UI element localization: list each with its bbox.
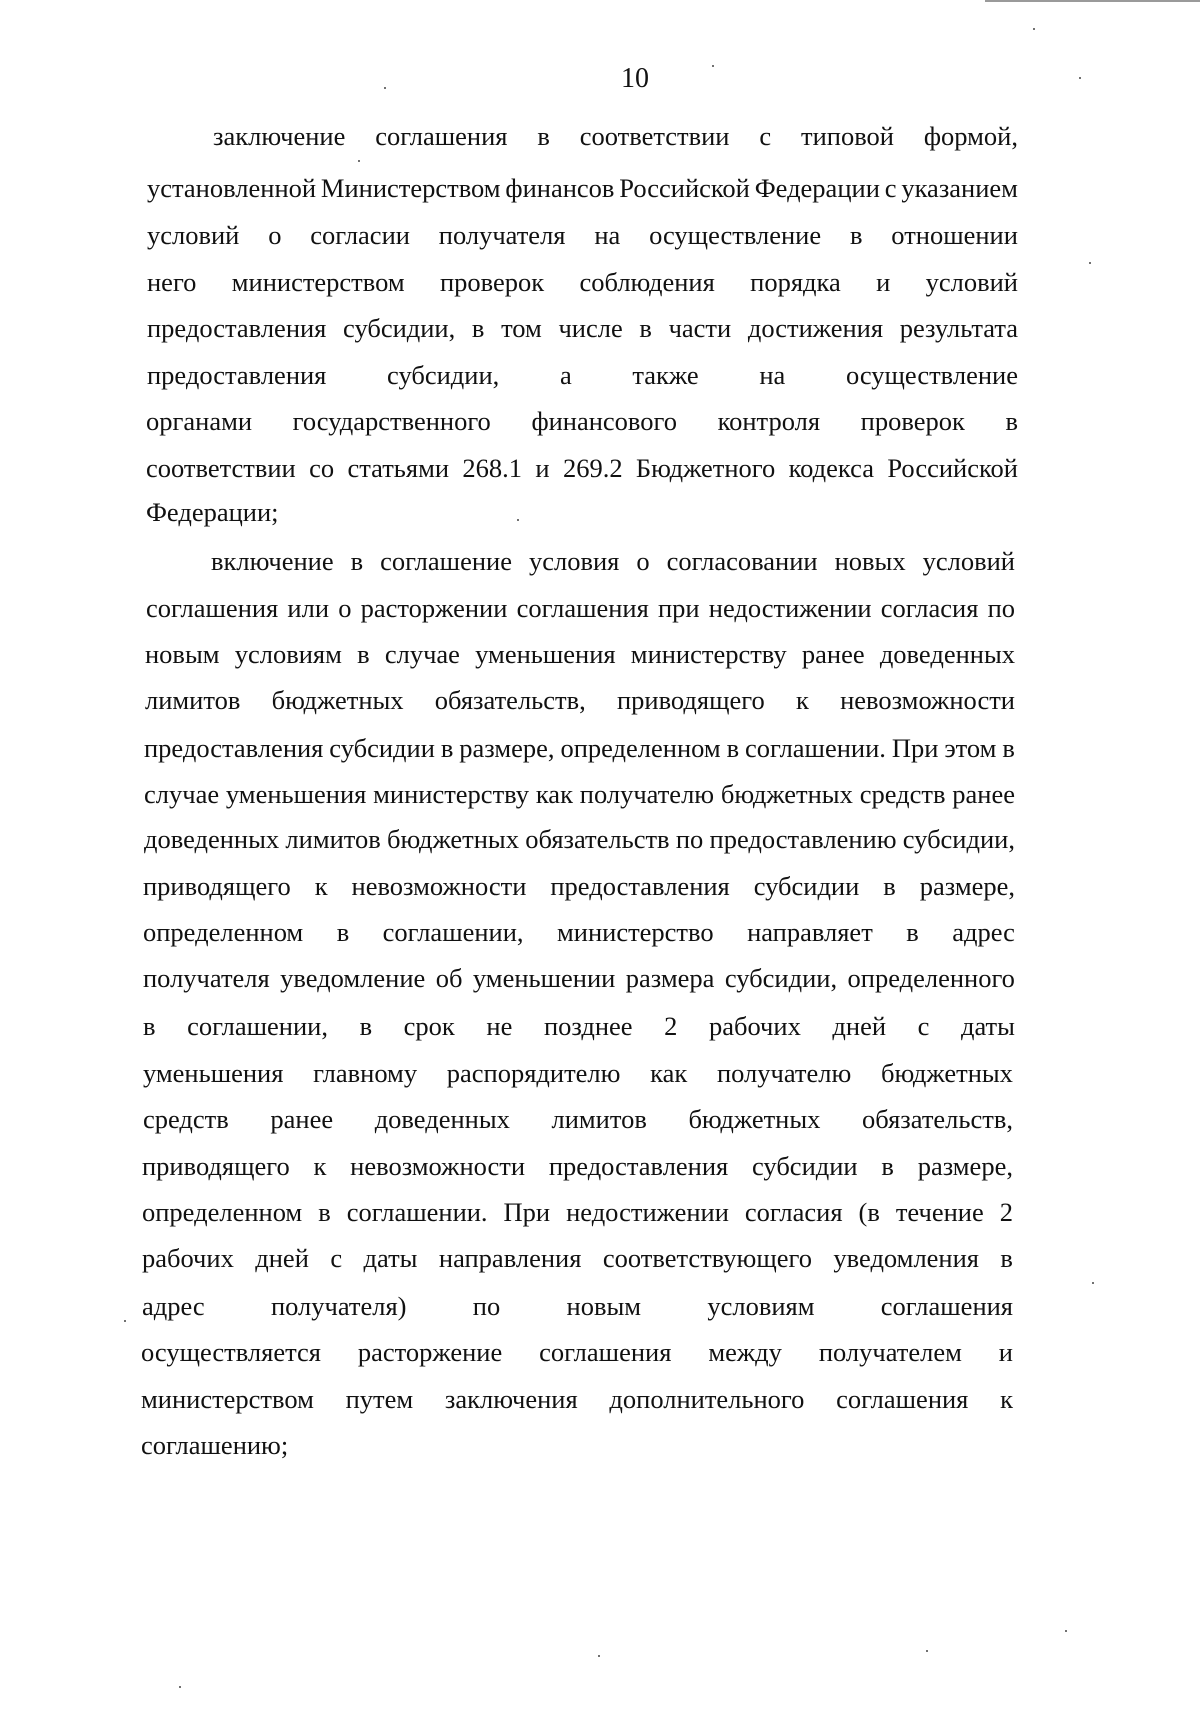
word: о	[268, 220, 282, 250]
scan-speck	[1079, 77, 1081, 79]
word: субсидии	[752, 1151, 858, 1181]
word: в	[1005, 406, 1018, 436]
word: финансового	[531, 406, 677, 436]
scan-speck	[1089, 262, 1091, 264]
word: к	[795, 685, 809, 715]
word: со	[309, 453, 335, 483]
word: размере,	[459, 733, 555, 763]
word: том	[501, 313, 542, 343]
word: соответствующего	[602, 1243, 812, 1273]
word: расторжении	[360, 593, 508, 623]
word: к	[313, 1151, 327, 1181]
word: к	[1000, 1384, 1013, 1414]
word: министерством	[231, 267, 405, 297]
word: соглашении,	[187, 1011, 328, 1041]
word: в	[336, 917, 350, 947]
word: получателю	[579, 779, 715, 809]
word: При	[891, 733, 939, 763]
word: дополнительного	[609, 1384, 805, 1414]
text-line	[146, 592, 1015, 624]
word: заключение	[213, 121, 346, 151]
word: даты	[363, 1243, 418, 1273]
text-line	[213, 120, 1018, 152]
word: о	[636, 546, 650, 576]
text-line	[147, 266, 1018, 298]
text-line	[142, 1290, 1013, 1322]
word: осуществление	[845, 360, 1018, 390]
word: предоставления	[550, 871, 730, 901]
word: новых	[834, 546, 906, 576]
word: с	[330, 1243, 343, 1273]
word: в	[1002, 733, 1015, 763]
word: отношении	[891, 220, 1018, 250]
word: условий	[147, 220, 240, 250]
word: осуществление	[649, 220, 822, 250]
word: 268.1	[462, 453, 523, 483]
text-line	[141, 1383, 1013, 1415]
word: получателя)	[270, 1291, 407, 1321]
word: числе	[558, 313, 623, 343]
text-line	[147, 312, 1018, 344]
word: также	[632, 360, 699, 390]
word: уменьшения	[143, 1058, 284, 1088]
word: соответствии	[579, 121, 730, 151]
word: уменьшении	[472, 963, 616, 993]
word: министерству	[373, 779, 530, 809]
text-line	[141, 1429, 1013, 1461]
word: лимитов	[285, 824, 381, 854]
word: приводящего	[143, 871, 291, 901]
word: новым	[145, 639, 220, 669]
word: по	[987, 593, 1015, 623]
word: расторжение	[357, 1337, 503, 1367]
word: в	[537, 121, 550, 151]
word: на	[594, 220, 621, 250]
word: министерству	[630, 639, 787, 669]
text-line	[211, 545, 1015, 577]
word: этом	[944, 733, 997, 763]
word: типовой	[801, 121, 894, 151]
word: не	[486, 1011, 513, 1041]
scan-speck	[384, 87, 386, 89]
word: с	[917, 1011, 930, 1041]
word: направляет	[747, 917, 873, 947]
word: проверок	[860, 406, 965, 436]
word: при	[657, 593, 700, 623]
word: доведенных	[879, 639, 1015, 669]
scan-speck	[1033, 28, 1035, 30]
word: о	[338, 593, 352, 623]
word: в	[440, 733, 454, 763]
text-line	[143, 916, 1015, 948]
word: обязательств,	[862, 1104, 1013, 1134]
text-line	[143, 870, 1015, 902]
word: по	[472, 1291, 501, 1321]
word: порядка	[750, 267, 841, 297]
word: определенного	[847, 963, 1015, 993]
word: и	[535, 453, 550, 483]
text-line	[145, 638, 1015, 670]
text-line	[145, 684, 1015, 716]
word: в	[849, 220, 863, 250]
word: условий	[922, 546, 1015, 576]
word: получателем	[818, 1337, 962, 1367]
word: (в	[858, 1197, 880, 1227]
word: соглашения	[880, 1291, 1013, 1321]
word: субсидии,	[902, 824, 1015, 854]
word: субсидии	[753, 871, 860, 901]
word: получателю	[716, 1058, 852, 1088]
text-line	[143, 1057, 1013, 1089]
word: Федерации;	[146, 497, 279, 527]
word: случае	[384, 639, 460, 669]
word: к	[314, 871, 328, 901]
word: Бюджетного	[635, 453, 776, 483]
text-line	[143, 962, 1015, 994]
word: соглашения	[516, 593, 649, 623]
word: новым	[566, 1291, 642, 1321]
word: достижения	[747, 313, 884, 343]
word: предоставления	[144, 733, 324, 763]
word: определенном	[142, 1197, 303, 1227]
word: получателя	[143, 963, 270, 993]
word: невозможности	[350, 1151, 526, 1181]
word: размера	[625, 963, 715, 993]
word: результата	[899, 313, 1018, 343]
word: случае	[144, 779, 220, 809]
word: направления	[438, 1243, 582, 1273]
word: заключения	[444, 1384, 578, 1414]
word: дней	[832, 1011, 887, 1041]
word: уведомление	[280, 963, 426, 993]
word: адрес	[952, 917, 1015, 947]
word: в	[350, 546, 364, 576]
word: приводящего	[142, 1151, 290, 1181]
word: в	[357, 639, 370, 669]
word: бюджетных	[880, 1058, 1013, 1088]
text-line	[144, 823, 1015, 855]
word: соглашения	[836, 1384, 969, 1414]
word: или	[287, 593, 330, 623]
word: получателя	[438, 220, 566, 250]
scan-speck	[712, 65, 714, 67]
word: течение	[895, 1197, 984, 1227]
word: позднее	[543, 1011, 633, 1041]
word: уменьшения	[475, 639, 616, 669]
word: в	[883, 871, 896, 901]
word: уменьшения	[225, 779, 367, 809]
text-line	[147, 172, 1018, 204]
text-line	[147, 359, 1018, 391]
word: предоставления	[548, 1151, 729, 1181]
word: бюджетных	[720, 779, 853, 809]
word: бюджетных	[387, 824, 519, 854]
word: министерством	[141, 1384, 314, 1414]
word: согласии	[310, 220, 410, 250]
text-line	[146, 496, 1018, 528]
word: соблюдения	[579, 267, 715, 297]
text-line	[146, 405, 1018, 437]
word: министерство	[557, 917, 714, 947]
word: в	[359, 1011, 373, 1041]
word: лимитов	[145, 685, 241, 715]
word: лимитов	[551, 1104, 647, 1134]
word: обязательств	[525, 824, 670, 854]
word: бюджетных	[271, 685, 404, 715]
word: ранее	[801, 639, 865, 669]
word: бюджетных	[688, 1104, 821, 1134]
word: главному	[313, 1058, 418, 1088]
word: в	[318, 1197, 331, 1227]
word: даты	[960, 1011, 1015, 1041]
word: органами	[146, 406, 253, 436]
word: формой,	[923, 121, 1018, 151]
word: невозможности	[840, 685, 1015, 715]
scan-speck	[179, 1686, 181, 1688]
word: соглашении,	[382, 917, 524, 947]
word: размере,	[919, 871, 1015, 901]
word: в	[726, 733, 740, 763]
word: соглашении.	[745, 733, 886, 763]
word: предоставления	[147, 360, 327, 390]
text-line	[143, 1103, 1013, 1135]
word: него	[147, 267, 197, 297]
word: средств	[143, 1104, 229, 1134]
word: недостижении	[566, 1197, 729, 1227]
word: адрес	[142, 1291, 205, 1321]
word: как	[535, 779, 573, 809]
text-line	[144, 778, 1015, 810]
text-line	[147, 219, 1018, 251]
word: условий	[925, 267, 1018, 297]
word: срок	[403, 1011, 455, 1041]
text-line	[142, 1150, 1013, 1182]
word: соглашения	[539, 1337, 672, 1367]
word: согласия	[744, 1197, 843, 1227]
word: кодекса	[788, 453, 874, 483]
word: 2	[664, 1011, 678, 1041]
word: 2	[999, 1197, 1013, 1227]
scan-speck	[1065, 1630, 1067, 1632]
word: рабочих	[142, 1243, 234, 1273]
word: условиям	[234, 639, 342, 669]
word: в	[1000, 1243, 1013, 1273]
scan-speck	[358, 160, 360, 162]
word: условиям	[707, 1291, 815, 1321]
word: указанием	[901, 173, 1018, 203]
word: дней	[255, 1243, 309, 1273]
word: условия	[528, 546, 620, 576]
word: соглашения	[146, 593, 279, 623]
text-line	[143, 1010, 1015, 1042]
word: включение	[211, 546, 334, 576]
word: соглашении.	[346, 1197, 488, 1227]
word: и	[876, 267, 891, 297]
word: соглашение	[380, 546, 512, 576]
word: об	[435, 963, 463, 993]
text-line	[142, 1242, 1013, 1274]
word: субсидии,	[343, 313, 456, 343]
scan-speck	[517, 519, 519, 521]
word: соответствии	[146, 453, 296, 483]
top-edge-rule	[985, 0, 1200, 2]
word: в	[906, 917, 919, 947]
word: части	[668, 313, 732, 343]
word: путем	[345, 1384, 414, 1414]
scan-speck	[124, 1320, 126, 1322]
word: средств	[859, 779, 946, 809]
word: а	[559, 360, 572, 390]
word: субсидии,	[387, 360, 500, 390]
word: субсидии,	[724, 963, 838, 993]
word: распорядителю	[446, 1058, 621, 1088]
scan-speck	[1092, 1282, 1094, 1284]
word: согласовании	[666, 546, 818, 576]
word: невозможности	[351, 871, 527, 901]
word: предоставлению	[709, 824, 897, 854]
word: с	[759, 121, 772, 151]
word: соглашению;	[141, 1430, 289, 1460]
word: ранее	[952, 779, 1015, 809]
word: При	[503, 1197, 551, 1227]
word: определенном	[560, 733, 721, 763]
word: между	[708, 1337, 782, 1367]
word: уведомления	[833, 1243, 979, 1273]
word: Российской	[619, 173, 750, 203]
page-number: 10	[621, 63, 649, 94]
word: размере,	[917, 1151, 1013, 1181]
word: контроля	[717, 406, 821, 436]
word: проверок	[439, 267, 545, 297]
word: рабочих	[709, 1011, 801, 1041]
word: финансов	[505, 173, 615, 203]
word: как	[650, 1058, 688, 1088]
word: 269.2	[562, 453, 623, 483]
word: предоставления	[147, 313, 327, 343]
scan-speck	[926, 1650, 928, 1652]
word: определенном	[143, 917, 304, 947]
word: недостижении	[708, 593, 872, 623]
word: статьями	[347, 453, 450, 483]
word: субсидии	[329, 733, 435, 763]
word: Министерством	[320, 173, 501, 203]
word: обязательств,	[434, 685, 586, 715]
word: на	[759, 360, 786, 390]
text-line	[141, 1336, 1013, 1368]
word: доведенных	[144, 824, 280, 854]
text-line	[142, 1196, 1013, 1228]
word: согласия	[880, 593, 979, 623]
word: приводящего	[616, 685, 765, 715]
word: Российской	[887, 453, 1018, 483]
word: с	[884, 173, 897, 203]
word: установленной	[147, 173, 317, 203]
word: осуществляется	[141, 1337, 321, 1367]
word: и	[998, 1337, 1013, 1367]
word: в	[881, 1151, 894, 1181]
word: доведенных	[374, 1104, 510, 1134]
word: государственного	[292, 406, 491, 436]
word: Федерации	[754, 173, 880, 203]
scan-speck	[598, 1655, 600, 1657]
word: в	[471, 313, 485, 343]
word: в	[143, 1011, 156, 1041]
word: соглашения	[375, 121, 508, 151]
word: по	[675, 824, 704, 854]
text-line	[144, 732, 1015, 764]
word: в	[639, 313, 652, 343]
word: ранее	[270, 1104, 334, 1134]
text-line	[146, 452, 1018, 484]
